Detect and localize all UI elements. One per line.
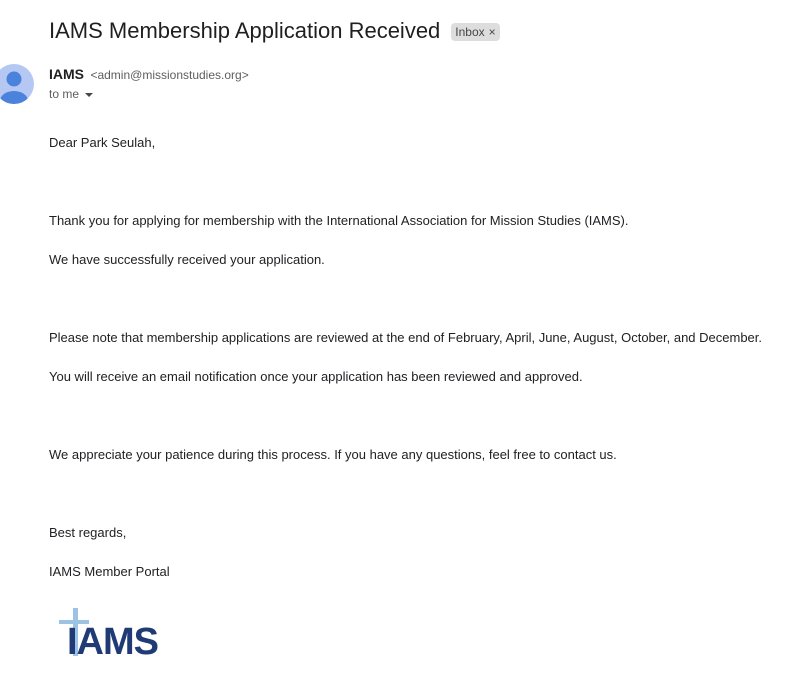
chevron-down-icon[interactable] bbox=[85, 93, 93, 97]
sender-email: <admin@missionstudies.org> bbox=[90, 68, 249, 82]
inbox-label-chip[interactable] bbox=[451, 23, 499, 41]
sender-info bbox=[49, 66, 249, 84]
body-paragraph-1: Thank you for applying for membership with the International Association for Mission Studies (IAMS). bbox=[49, 213, 629, 228]
email-subject-row bbox=[49, 16, 500, 46]
sender-avatar[interactable] bbox=[0, 64, 34, 104]
remove-label-icon[interactable]: × bbox=[488, 25, 496, 39]
logo-text: IAMS bbox=[67, 621, 158, 658]
body-paragraph-4: You will receive an email notification once your application has been reviewed and approved. bbox=[49, 369, 583, 384]
email-subject: IAMS Membership Application Received bbox=[49, 18, 441, 43]
body-paragraph-3: Please note that membership applications are reviewed at the end of February, April, June, August, October, and December. bbox=[49, 330, 763, 345]
body-signature: IAMS Member Portal bbox=[49, 564, 170, 579]
body-paragraph-2: We have successfully received your application. bbox=[49, 252, 325, 267]
recipient-details-toggle[interactable] bbox=[49, 87, 93, 101]
body-paragraph-5: We appreciate your patience during this process. If you have any questions, feel free to contact us. bbox=[49, 447, 617, 462]
person-icon bbox=[0, 64, 34, 104]
recipient-text: to me bbox=[49, 87, 80, 101]
iams-logo bbox=[56, 608, 186, 658]
body-closing: Best regards, bbox=[49, 525, 127, 540]
inbox-label-text: Inbox bbox=[455, 25, 485, 39]
sender-name[interactable]: IAMS bbox=[49, 66, 84, 82]
body-greeting: Dear Park Seulah, bbox=[49, 135, 156, 150]
